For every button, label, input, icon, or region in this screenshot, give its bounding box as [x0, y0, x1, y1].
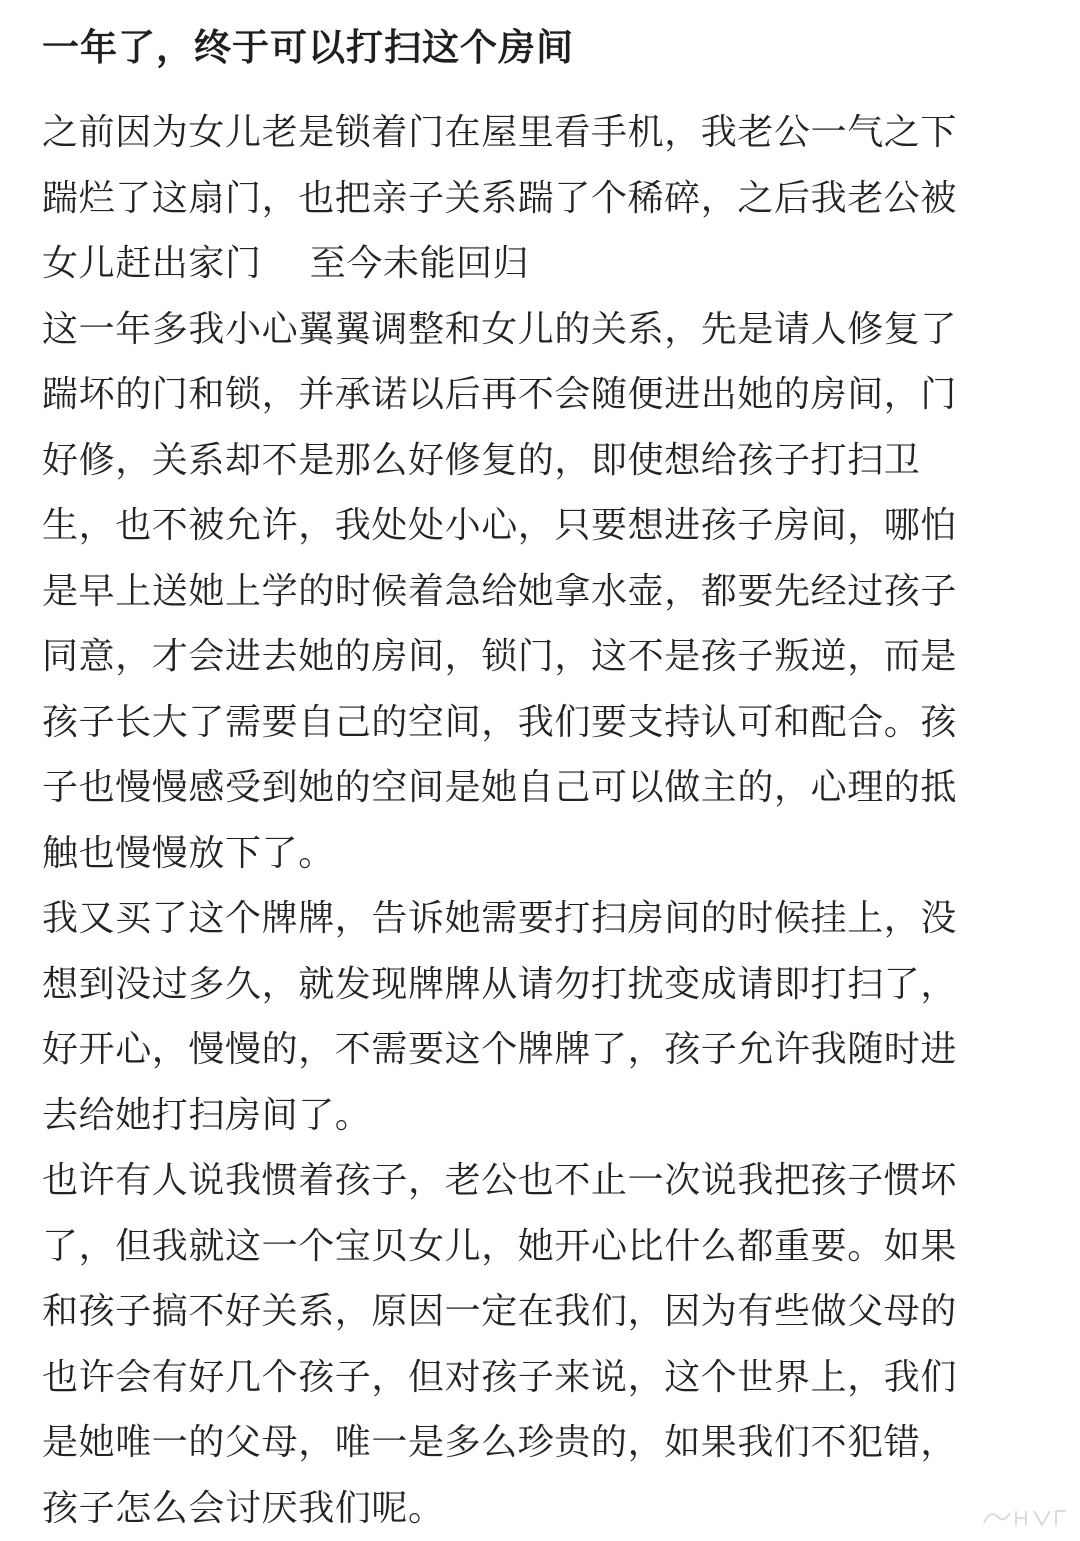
text-line: 同意，才会进去她的房间，锁门，这不是孩子叛逆，而是	[42, 624, 1042, 690]
text-line: 好开心，慢慢的，不需要这个牌牌了，孩子允许我随时进	[42, 1017, 1042, 1083]
text-line: 去给她打扫房间了。	[42, 1083, 1042, 1149]
text-line: 也许有人说我惯着孩子，老公也不止一次说我把孩子惯坏	[42, 1148, 1042, 1214]
post-title: 一年了，终于可以打扫这个房间	[42, 22, 1042, 74]
paragraph-3	[42, 886, 1042, 1148]
text-line: 踹坏的门和锁，并承诺以后再不会随便进出她的房间，门	[42, 362, 1042, 428]
watermark-logo	[980, 1503, 1070, 1531]
text-line: 之前因为女儿老是锁着门在屋里看手机，我老公一气之下	[42, 100, 1042, 166]
text-line: 这一年多我小心翼翼调整和女儿的关系，先是请人修复了	[42, 297, 1042, 363]
text-line: 了，但我就这一个宝贝女儿，她开心比什么都重要。如果	[42, 1214, 1042, 1280]
text-line: 想到没过多久，就发现牌牌从请勿打扰变成请即打扫了，	[42, 952, 1042, 1018]
post-content	[42, 22, 1042, 1541]
text-line: 是她唯一的父母，唯一是多么珍贵的，如果我们不犯错，	[42, 1410, 1042, 1476]
text-line: 子也慢慢感受到她的空间是她自己可以做主的，心理的抵	[42, 755, 1042, 821]
text-line: 孩子长大了需要自己的空间，我们要支持认可和配合。孩	[42, 690, 1042, 756]
paragraph-2	[42, 297, 1042, 887]
text-line: 踹烂了这扇门，也把亲子关系踹了个稀碎，之后我老公被	[42, 166, 1042, 232]
text-line: 孩子怎么会讨厌我们呢。	[42, 1476, 1042, 1541]
text-line: 生，也不被允许，我处处小心，只要想进孩子房间，哪怕	[42, 493, 1042, 559]
text-line: 好修，关系却不是那么好修复的，即使想给孩子打扫卫	[42, 428, 1042, 494]
text-line: 我又买了这个牌牌，告诉她需要打扫房间的时候挂上，没	[42, 886, 1042, 952]
paragraph-1	[42, 100, 1042, 297]
text-line: 女儿赶出家门 至今未能回归	[42, 231, 1042, 297]
paragraph-4	[42, 1148, 1042, 1541]
text-line: 和孩子搞不好关系，原因一定在我们，因为有些做父母的	[42, 1279, 1042, 1345]
text-line: 触也慢慢放下了。	[42, 821, 1042, 887]
text-line: 是早上送她上学的时候着急给她拿水壶，都要先经过孩子	[42, 559, 1042, 625]
text-line: 也许会有好几个孩子，但对孩子来说，这个世界上，我们	[42, 1345, 1042, 1411]
